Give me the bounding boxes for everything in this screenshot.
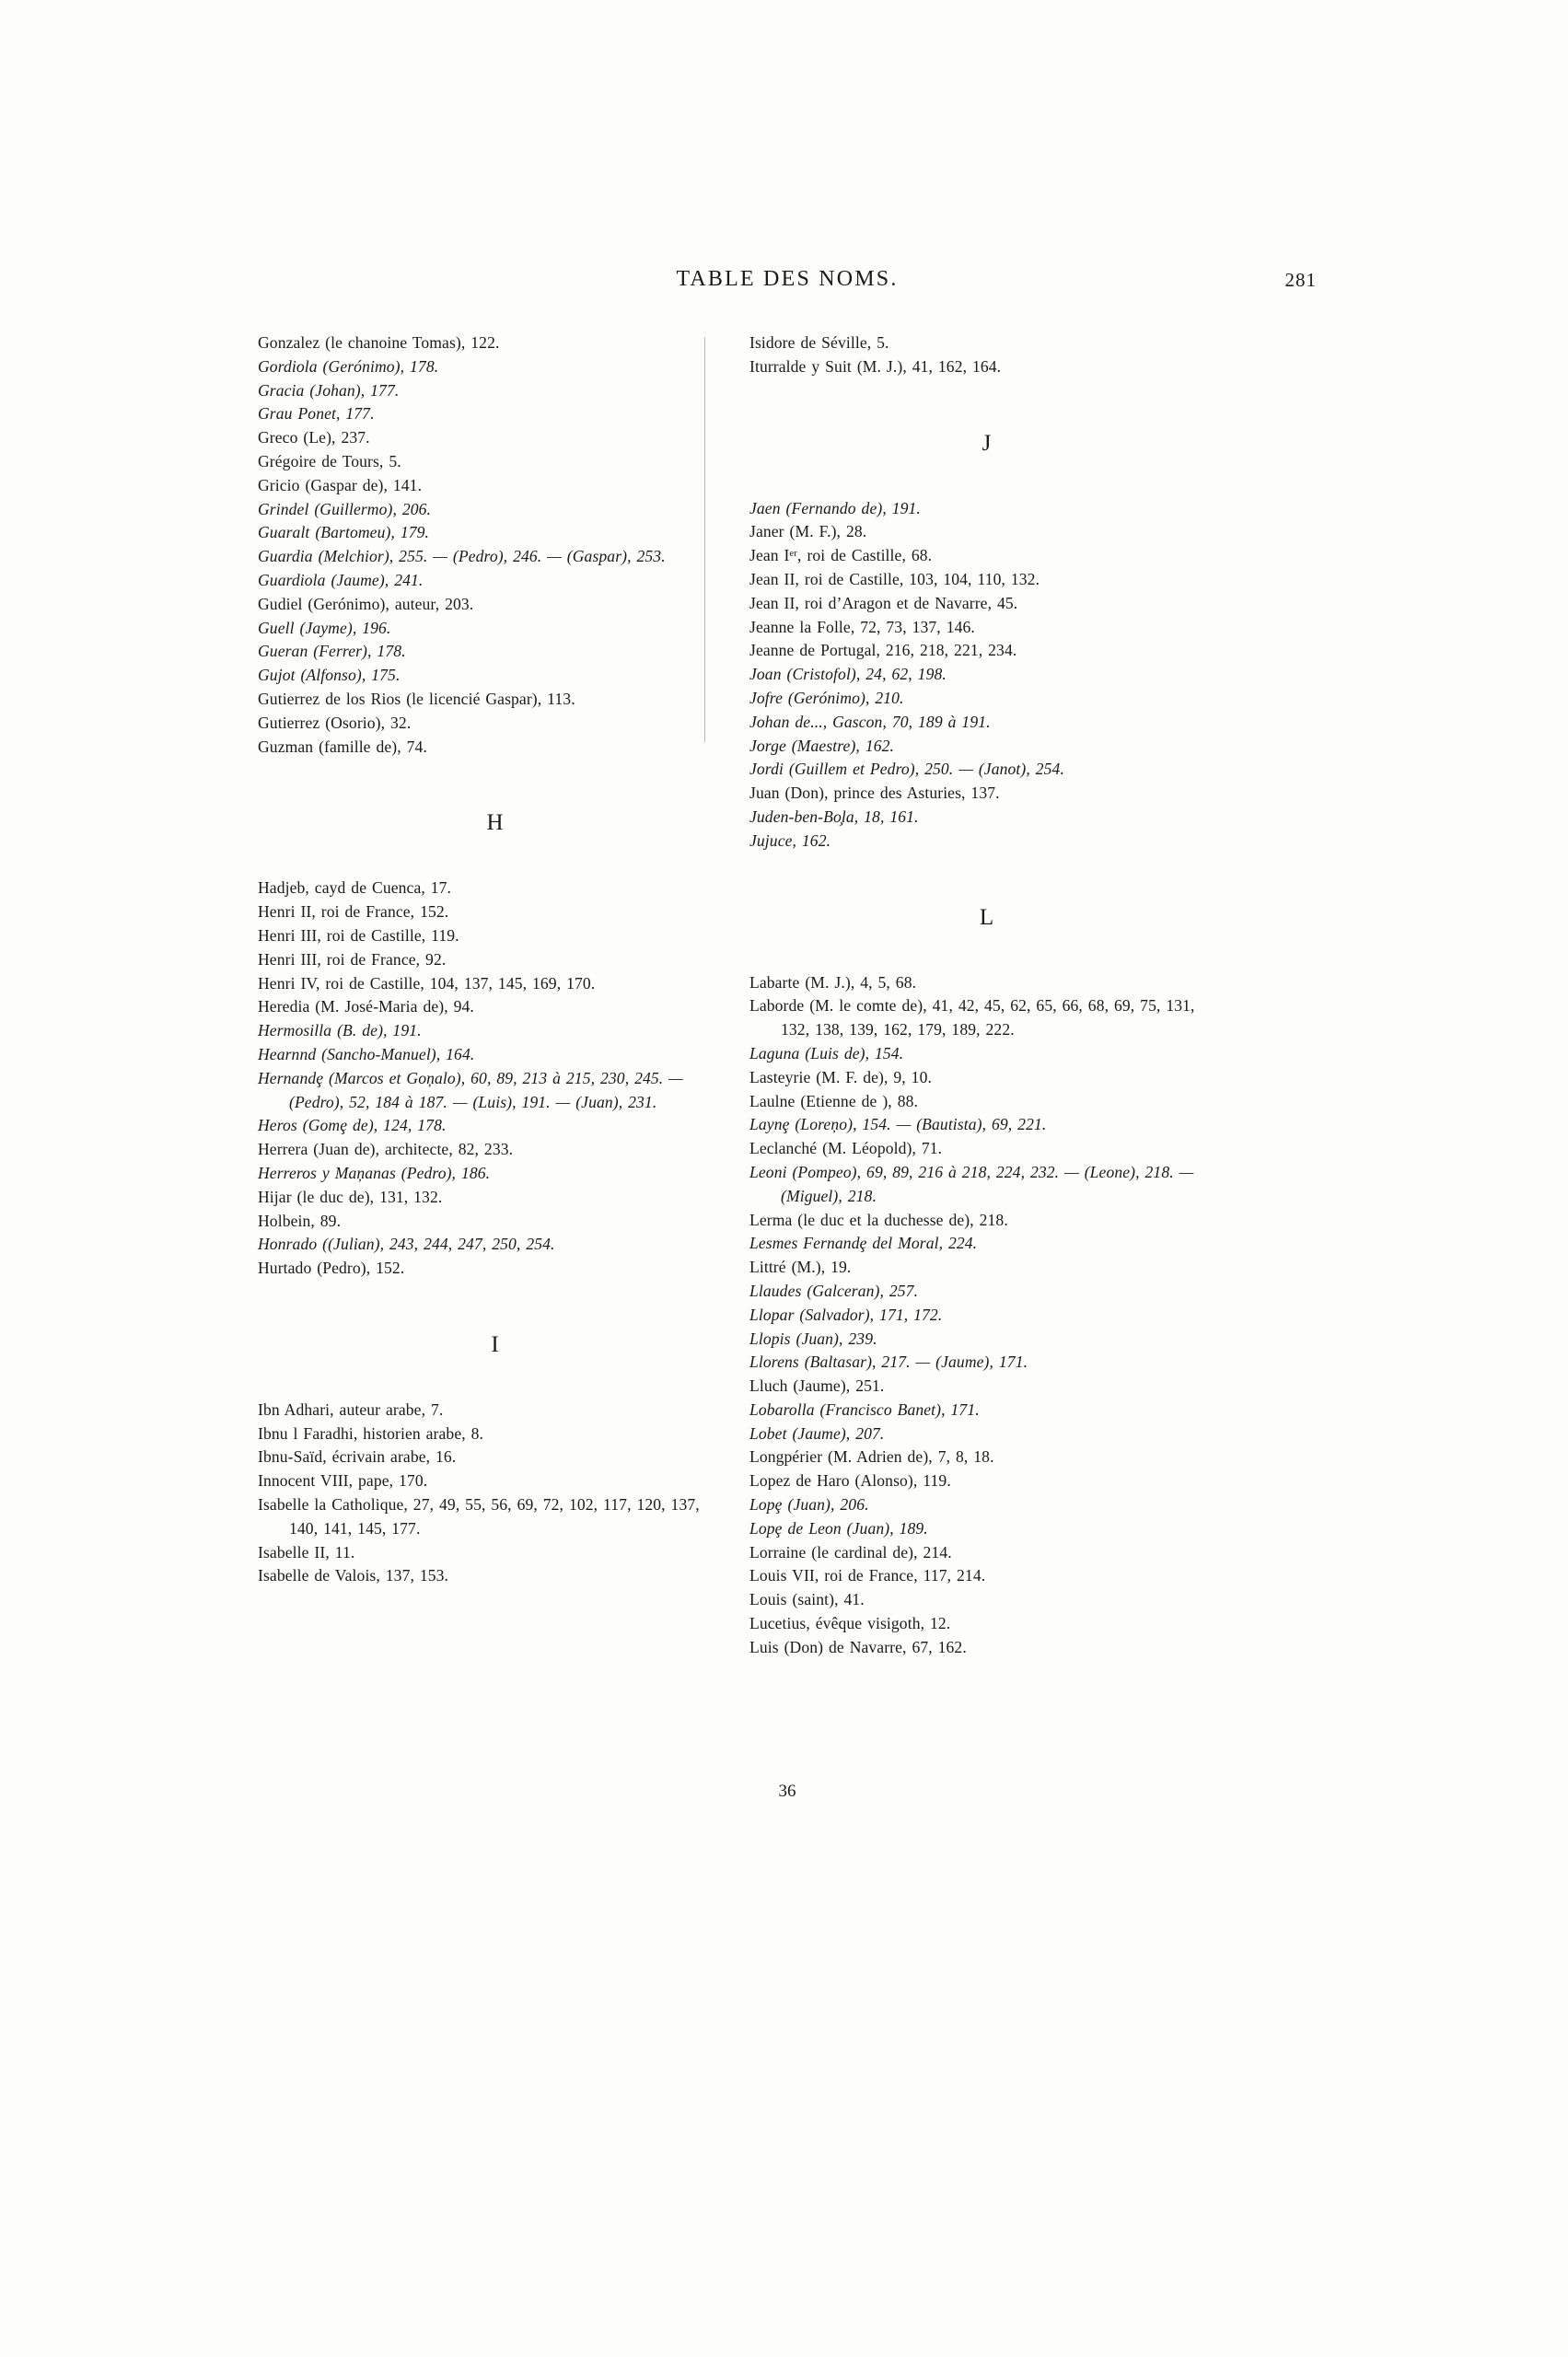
index-entry: Gutierrez de los Rios (le licencié Gaspar), 113. [258,689,575,708]
index-entry: Littré (M.), 19. [749,1258,852,1277]
index-entry: Jeanne la Folle, 72, 73, 137, 146. [749,617,975,636]
index-entry: Laynȩ (Loreņo), 154. — (Bautista), 69, 221. [749,1115,1047,1134]
index-entry: Lopȩ de Leon (Juan), 189. [749,1518,928,1538]
index-entry: Hearnnd (Sancho-Manuel), 164. [258,1044,475,1063]
index-entry: Henri III, roi de Castille, 119. [258,925,459,945]
index-entry: Lasteyrie (M. F. de), 9, 10. [749,1067,932,1086]
index-entry: Leoni (Pompeo), 69, 89, 216 à 218, 224, 232. — (Leone), 218. — (Miguel), 218. [749,1162,1194,1205]
index-entry: Guaralt (Bartomeu), 179. [258,523,430,542]
index-entry: Llopis (Juan), 239. [749,1329,877,1348]
index-entry: Laguna (Luis de), 154. [749,1043,904,1062]
index-entry: Iturralde y Suit (M. J.), 41, 162, 164. [749,356,1002,376]
entries-h [258,877,733,1281]
index-entry: Henri IV, roi de Castille, 104, 137, 145, 169, 170. [258,973,596,993]
index-entry: Henri II, roi de France, 152. [258,902,449,922]
index-entry: Hernandȩ (Marcos et Goņalo), 60, 89, 213 à 215, 230, 245. — (Pedro), 52, 184 à 187. — (Luis), 191. — (Juan), 231. [258,1068,683,1111]
index-entry: Llaudes (Galceran), 257. [749,1281,919,1300]
index-entry: Ibnu-Saïd, écrivain arabe, 16. [258,1447,457,1467]
index-entry: Grégoire de Tours, 5. [258,451,401,470]
index-entry: Jorge (Maestre), 162. [749,736,895,755]
index-entry: Gutierrez (Osorio), 32. [258,713,412,732]
index-entry: Hurtado (Pedro), 152. [258,1259,405,1278]
index-entry: Louis (saint), 41. [749,1590,865,1609]
index-entry: Laulne (Etienne de ), 88. [749,1091,918,1110]
index-entry: Jordi (Guillem et Pedro), 250. — (Janot), 254. [749,760,1064,779]
index-entry: Jeanne de Portugal, 216, 218, 221, 234. [749,641,1017,660]
index-entry: Ibn Adhari, auteur arabe, 7. [258,1399,444,1419]
index-entry: Lerma (le duc et la duchesse de), 218. [749,1210,1008,1229]
index-entry: Lopȩ (Juan), 206. [749,1495,869,1515]
index-entry: Grindel (Guillermo), 206. [258,499,432,518]
index-entry: Jean Iᵉʳ, roi de Castille, 68. [749,546,933,565]
entries-g [258,331,733,759]
index-entry: Juden-ben-Bo̧la, 18, 161. [749,807,919,826]
index-entry: Lobarolla (Francisco Banet), 171. [749,1399,980,1419]
index-entry: Herrera (Juan de), architecte, 82, 233. [258,1140,514,1159]
index-entry: Lluch (Jaume), 251. [749,1376,885,1396]
index-entry: Leclanché (M. Léopold), 71. [749,1139,943,1158]
index-entry: Joan (Cristofol), 24, 62, 198. [749,665,947,684]
letter-heading-l: L [979,904,995,930]
index-entry: Juan (Don), prince des Asturies, 137. [749,784,1000,803]
index-entry: Janer (M. F.), 28. [749,522,867,541]
index-entry: Lucetius, évêque visigoth, 12. [749,1614,951,1633]
left-column [258,331,733,1588]
index-entry: Jujuce, 162. [749,830,831,850]
index-entry: Guzman (famille de), 74. [258,737,427,756]
letter-heading-j: J [981,430,993,456]
index-entry: Heros (Gomȩ de), 124, 178. [258,1116,447,1135]
index-entry: Innocent VIII, pape, 170. [258,1471,428,1491]
index-entry: Jean II, roi de Castille, 103, 104, 110, 132. [749,569,1040,588]
index-entry: Lesmes Fernandȩ del Moral, 224. [749,1234,978,1253]
index-entry: Lopez de Haro (Alonso), 119. [749,1471,951,1491]
index-entry: Johan de..., Gascon, 70, 189 à 191. [749,712,991,731]
index-entry: Labarte (M. J.), 4, 5, 68. [749,972,917,992]
page-number: 281 [1284,269,1317,291]
letter-heading-i: I [491,1331,500,1357]
index-entry: Longpérier (M. Adrien de), 7, 8, 18. [749,1447,994,1467]
index-entry: Gracia (Johan), 177. [258,380,400,400]
index-entry: Hermosilla (B. de), 191. [258,1021,422,1040]
entries-j [749,497,1225,853]
index-entry: Llopar (Salvador), 171, 172. [749,1305,943,1324]
right-column [749,331,1225,1660]
index-entry: Gujot (Alfonso), 175. [258,666,401,685]
index-entry: Henri III, roi de France, 92. [258,949,447,969]
index-entry: Laborde (M. le comte de), 41, 42, 45, 62, 65, 66, 68, 69, 75, 131, 132, 138, 139, 162, 179, 189, 222. [749,996,1195,1039]
index-entry: Luis (Don) de Navarre, 67, 162. [749,1637,967,1656]
index-entry: Hadjeb, cayd de Cuenca, 17. [258,878,452,898]
index-entry: Gueran (Ferrer), 178. [258,642,406,661]
index-entry: Gudiel (Gerónimo), auteur, 203. [258,594,474,613]
index-entry: Herreros y Maņanas (Pedro), 186. [258,1163,491,1182]
index-entry: Hijar (le duc de), 131, 132. [258,1187,443,1206]
index-entry: Ibnu l Faradhi, historien arabe, 8. [258,1423,484,1443]
page-title: TABLE DES NOMS. [676,267,899,291]
entries-i [258,1399,733,1588]
index-entry: Gonzalez (le chanoine Tomas), 122. [258,333,500,352]
index-entry: Louis VII, roi de France, 117, 214. [749,1566,986,1585]
index-entry: Holbein, 89. [258,1211,342,1230]
index-entry: Jofre (Gerónimo), 210. [749,688,904,707]
index-entry: Lobet (Jaume), 207. [749,1423,885,1443]
index-entry: Honrado ((Julian), 243, 244, 247, 250, 254. [258,1235,555,1254]
index-entry: Jaen (Fernando de), 191. [749,498,921,517]
index-entry: Isidore de Séville, 5. [749,333,889,352]
index-entry: Gordiola (Gerónimo), 178. [258,356,439,376]
index-entry: Heredia (M. José-Maria de), 94. [258,997,474,1016]
index-entry: Guardiola (Jaume), 241. [258,570,424,589]
index-entry: Isabelle la Catholique, 27, 49, 55, 56, 69, 72, 102, 117, 120, 137, 140, 141, 145, 177. [258,1495,700,1538]
index-entry: Grau Ponet, 177. [258,404,375,424]
index-entry: Greco (Le), 237. [258,428,370,447]
index-entry: Isabelle II, 11. [258,1542,355,1562]
letter-heading-h: H [486,810,505,836]
index-entry: Guardia (Melchior), 255. — (Pedro), 246. — (Gaspar), 253. [258,547,666,566]
signature-mark: 36 [778,1782,796,1801]
index-entry: Isabelle de Valois, 137, 153. [258,1566,449,1585]
index-entry: Lorraine (le cardinal de), 214. [749,1542,952,1562]
entries-i-cont [749,331,1225,379]
index-entry: Guell (Jayme), 196. [258,618,391,637]
index-entry: Gricio (Gaspar de), 141. [258,475,423,494]
index-entry: Llorens (Baltasar), 217. — (Jaume), 171. [749,1353,1028,1372]
index-entry: Jean II, roi d’Aragon et de Navarre, 45. [749,593,1018,612]
entries-l [749,971,1225,1660]
page-header [258,267,1317,296]
